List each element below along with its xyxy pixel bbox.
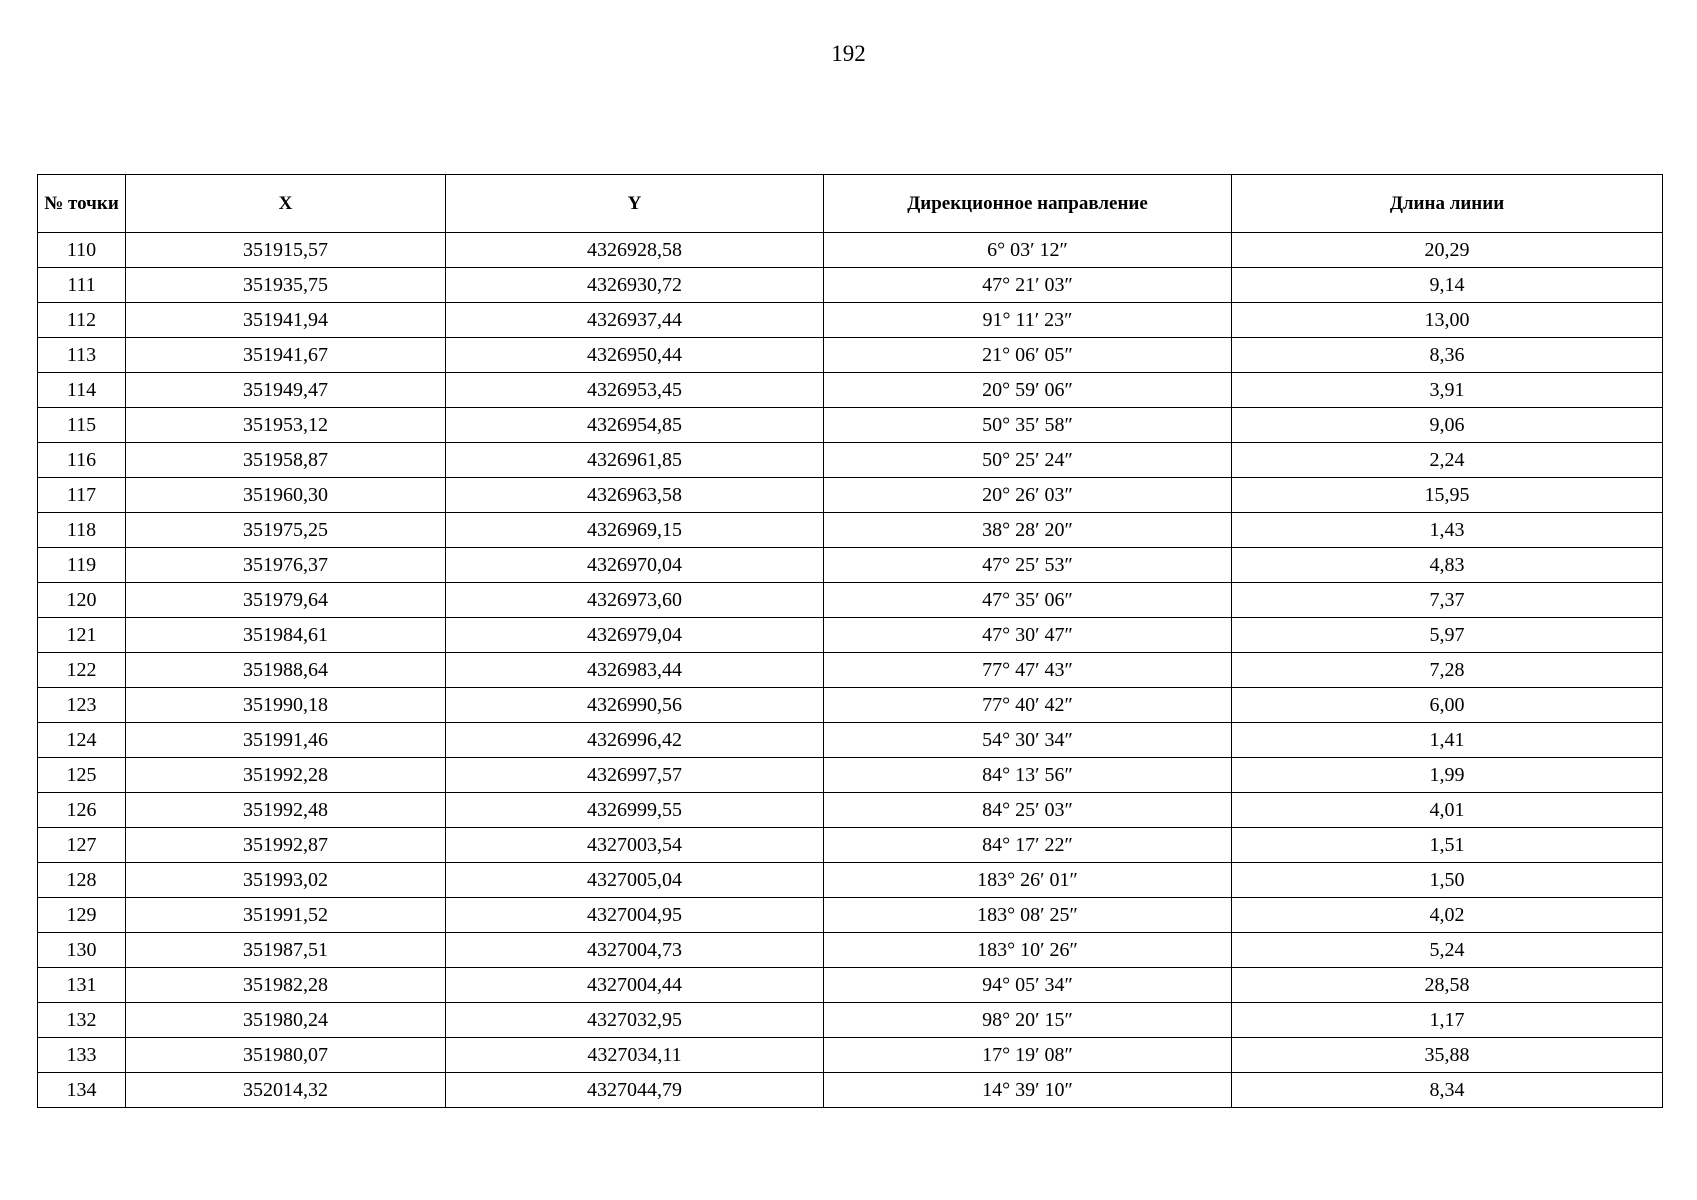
cell-direction: 77° 47′ 43″	[824, 653, 1232, 688]
cell-x: 351992,87	[126, 828, 446, 863]
cell-point-number: 125	[38, 758, 126, 793]
table-row	[38, 408, 1663, 443]
cell-point-number: 127	[38, 828, 126, 863]
cell-direction: 20° 59′ 06″	[824, 373, 1232, 408]
coordinates-table	[37, 174, 1663, 1108]
cell-length: 5,24	[1232, 933, 1663, 968]
cell-y: 4326928,58	[446, 233, 824, 268]
table-row	[38, 618, 1663, 653]
cell-point-number: 115	[38, 408, 126, 443]
cell-length: 1,17	[1232, 1003, 1663, 1038]
table-row	[38, 268, 1663, 303]
table-row	[38, 723, 1663, 758]
table-header-row	[38, 175, 1663, 233]
cell-direction: 77° 40′ 42″	[824, 688, 1232, 723]
table-row	[38, 583, 1663, 618]
cell-direction: 17° 19′ 08″	[824, 1038, 1232, 1073]
cell-length: 5,97	[1232, 618, 1663, 653]
cell-length: 13,00	[1232, 303, 1663, 338]
table-row	[38, 548, 1663, 583]
cell-point-number: 123	[38, 688, 126, 723]
cell-length: 35,88	[1232, 1038, 1663, 1073]
cell-direction: 94° 05′ 34″	[824, 968, 1232, 1003]
cell-point-number: 111	[38, 268, 126, 303]
cell-direction: 21° 06′ 05″	[824, 338, 1232, 373]
cell-y: 4326970,04	[446, 548, 824, 583]
cell-x: 352014,32	[126, 1073, 446, 1108]
cell-point-number: 130	[38, 933, 126, 968]
cell-x: 351987,51	[126, 933, 446, 968]
cell-x: 351935,75	[126, 268, 446, 303]
table-header	[38, 175, 1663, 233]
cell-length: 1,99	[1232, 758, 1663, 793]
cell-x: 351991,52	[126, 898, 446, 933]
cell-length: 2,24	[1232, 443, 1663, 478]
header-length: Длина линии	[1232, 175, 1663, 233]
cell-point-number: 126	[38, 793, 126, 828]
cell-y: 4326990,56	[446, 688, 824, 723]
header-y: Y	[446, 175, 824, 233]
cell-direction: 6° 03′ 12″	[824, 233, 1232, 268]
table-row	[38, 373, 1663, 408]
page-number: 192	[831, 41, 866, 66]
cell-y: 4327004,95	[446, 898, 824, 933]
cell-y: 4326963,58	[446, 478, 824, 513]
cell-direction: 20° 26′ 03″	[824, 478, 1232, 513]
cell-point-number: 122	[38, 653, 126, 688]
cell-y: 4326930,72	[446, 268, 824, 303]
cell-length: 7,37	[1232, 583, 1663, 618]
cell-y: 4326996,42	[446, 723, 824, 758]
cell-point-number: 133	[38, 1038, 126, 1073]
cell-y: 4327034,11	[446, 1038, 824, 1073]
cell-y: 4327044,79	[446, 1073, 824, 1108]
table-row	[38, 653, 1663, 688]
cell-y: 4327032,95	[446, 1003, 824, 1038]
cell-y: 4326983,44	[446, 653, 824, 688]
cell-x: 351991,46	[126, 723, 446, 758]
cell-direction: 91° 11′ 23″	[824, 303, 1232, 338]
cell-y: 4326997,57	[446, 758, 824, 793]
cell-x: 351984,61	[126, 618, 446, 653]
cell-y: 4326973,60	[446, 583, 824, 618]
cell-x: 351979,64	[126, 583, 446, 618]
cell-length: 1,50	[1232, 863, 1663, 898]
cell-length: 20,29	[1232, 233, 1663, 268]
table-row	[38, 758, 1663, 793]
cell-point-number: 117	[38, 478, 126, 513]
cell-direction: 50° 35′ 58″	[824, 408, 1232, 443]
table-row	[38, 793, 1663, 828]
table-row	[38, 968, 1663, 1003]
cell-x: 351915,57	[126, 233, 446, 268]
cell-length: 9,14	[1232, 268, 1663, 303]
table-body	[38, 233, 1663, 1108]
cell-y: 4327004,73	[446, 933, 824, 968]
cell-y: 4327003,54	[446, 828, 824, 863]
cell-point-number: 134	[38, 1073, 126, 1108]
cell-y: 4326953,45	[446, 373, 824, 408]
cell-x: 351953,12	[126, 408, 446, 443]
cell-y: 4326937,44	[446, 303, 824, 338]
cell-direction: 47° 35′ 06″	[824, 583, 1232, 618]
cell-y: 4327005,04	[446, 863, 824, 898]
cell-y: 4326954,85	[446, 408, 824, 443]
cell-y: 4327004,44	[446, 968, 824, 1003]
table-row	[38, 688, 1663, 723]
cell-x: 351992,28	[126, 758, 446, 793]
cell-x: 351949,47	[126, 373, 446, 408]
table-row	[38, 443, 1663, 478]
table-row	[38, 1073, 1663, 1108]
cell-length: 1,41	[1232, 723, 1663, 758]
cell-direction: 47° 30′ 47″	[824, 618, 1232, 653]
cell-direction: 183° 26′ 01″	[824, 863, 1232, 898]
cell-point-number: 118	[38, 513, 126, 548]
cell-point-number: 121	[38, 618, 126, 653]
table-row	[38, 828, 1663, 863]
cell-direction: 14° 39′ 10″	[824, 1073, 1232, 1108]
table-row	[38, 303, 1663, 338]
table-row	[38, 863, 1663, 898]
cell-point-number: 132	[38, 1003, 126, 1038]
cell-direction: 47° 21′ 03″	[824, 268, 1232, 303]
cell-direction: 84° 25′ 03″	[824, 793, 1232, 828]
header-x: X	[126, 175, 446, 233]
cell-direction: 183° 08′ 25″	[824, 898, 1232, 933]
table-row	[38, 1038, 1663, 1073]
cell-length: 6,00	[1232, 688, 1663, 723]
cell-x: 351980,24	[126, 1003, 446, 1038]
cell-point-number: 128	[38, 863, 126, 898]
cell-x: 351976,37	[126, 548, 446, 583]
cell-length: 28,58	[1232, 968, 1663, 1003]
cell-length: 8,36	[1232, 338, 1663, 373]
cell-direction: 54° 30′ 34″	[824, 723, 1232, 758]
cell-direction: 47° 25′ 53″	[824, 548, 1232, 583]
cell-point-number: 110	[38, 233, 126, 268]
cell-point-number: 112	[38, 303, 126, 338]
cell-length: 4,01	[1232, 793, 1663, 828]
cell-length: 9,06	[1232, 408, 1663, 443]
cell-direction: 98° 20′ 15″	[824, 1003, 1232, 1038]
cell-x: 351958,87	[126, 443, 446, 478]
table-row	[38, 233, 1663, 268]
header-point-number: № точки	[38, 175, 126, 233]
cell-x: 351975,25	[126, 513, 446, 548]
cell-length: 4,83	[1232, 548, 1663, 583]
cell-x: 351941,67	[126, 338, 446, 373]
table-row	[38, 898, 1663, 933]
cell-length: 4,02	[1232, 898, 1663, 933]
cell-direction: 84° 17′ 22″	[824, 828, 1232, 863]
cell-y: 4326950,44	[446, 338, 824, 373]
table-row	[38, 933, 1663, 968]
table-row	[38, 1003, 1663, 1038]
cell-y: 4326969,15	[446, 513, 824, 548]
cell-direction: 38° 28′ 20″	[824, 513, 1232, 548]
cell-direction: 183° 10′ 26″	[824, 933, 1232, 968]
cell-x: 351992,48	[126, 793, 446, 828]
cell-point-number: 120	[38, 583, 126, 618]
cell-point-number: 113	[38, 338, 126, 373]
cell-length: 7,28	[1232, 653, 1663, 688]
cell-x: 351960,30	[126, 478, 446, 513]
cell-length: 8,34	[1232, 1073, 1663, 1108]
cell-y: 4326979,04	[446, 618, 824, 653]
cell-y: 4326961,85	[446, 443, 824, 478]
table-row	[38, 478, 1663, 513]
cell-x: 351980,07	[126, 1038, 446, 1073]
table-row	[38, 513, 1663, 548]
cell-y: 4326999,55	[446, 793, 824, 828]
cell-length: 1,43	[1232, 513, 1663, 548]
cell-x: 351990,18	[126, 688, 446, 723]
table-row	[38, 338, 1663, 373]
cell-length: 15,95	[1232, 478, 1663, 513]
cell-point-number: 119	[38, 548, 126, 583]
cell-point-number: 116	[38, 443, 126, 478]
cell-x: 351988,64	[126, 653, 446, 688]
cell-point-number: 129	[38, 898, 126, 933]
cell-length: 1,51	[1232, 828, 1663, 863]
cell-point-number: 131	[38, 968, 126, 1003]
cell-length: 3,91	[1232, 373, 1663, 408]
cell-point-number: 114	[38, 373, 126, 408]
cell-direction: 84° 13′ 56″	[824, 758, 1232, 793]
cell-direction: 50° 25′ 24″	[824, 443, 1232, 478]
cell-x: 351982,28	[126, 968, 446, 1003]
cell-x: 351993,02	[126, 863, 446, 898]
cell-x: 351941,94	[126, 303, 446, 338]
header-direction: Дирекционное направление	[824, 175, 1232, 233]
cell-point-number: 124	[38, 723, 126, 758]
